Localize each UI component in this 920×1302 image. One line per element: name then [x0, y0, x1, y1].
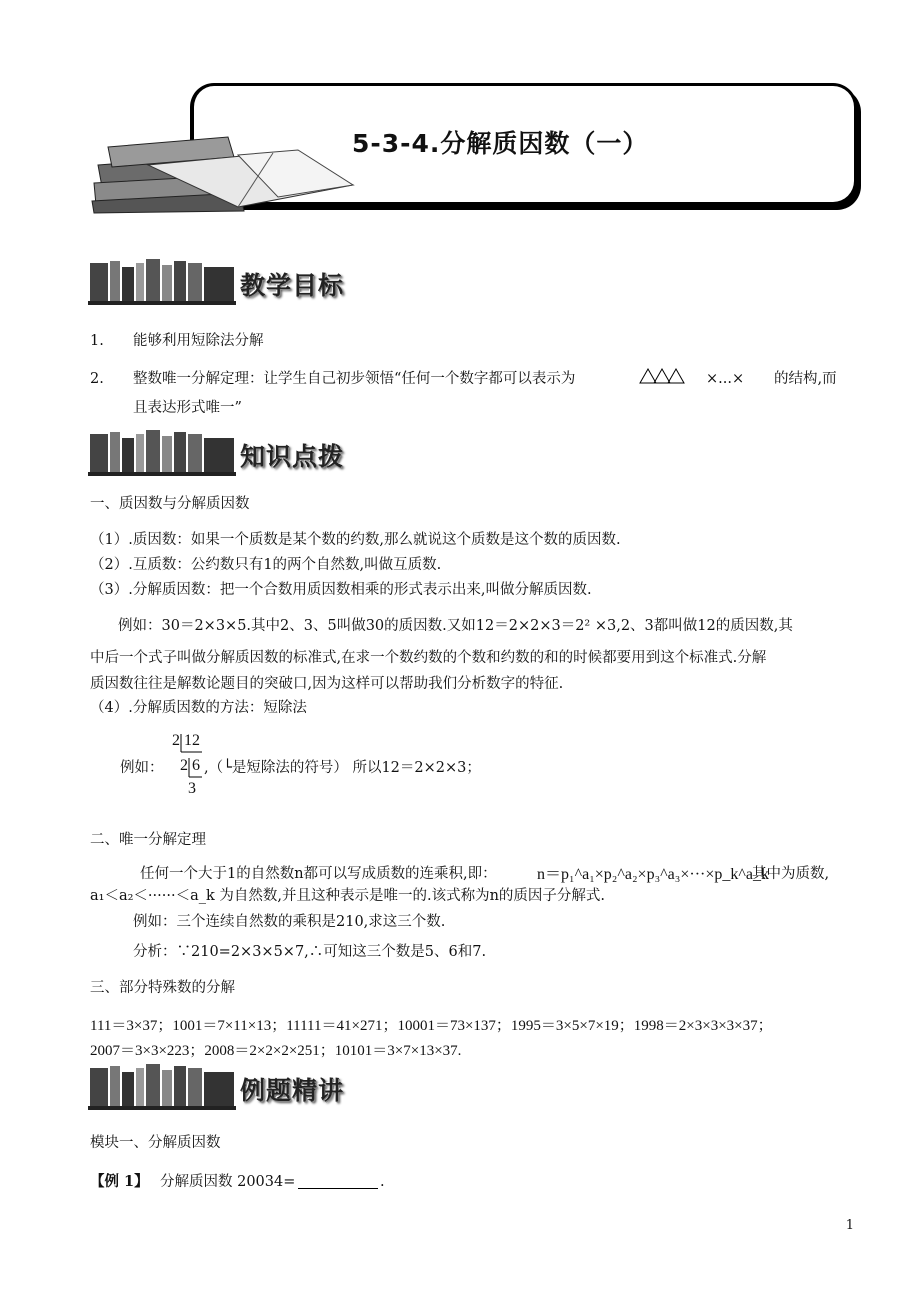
theorem-text: 其中为质数, — [752, 866, 830, 882]
special-factorizations: 2007＝3×3×223；2008＝2×2×2×251；10101＝3×7×13×37. — [90, 1043, 462, 1059]
section-heading-goals: 教学目标 — [240, 271, 345, 300]
goal-number: 2. — [90, 371, 104, 387]
special-factorizations: 111＝3×37；1001＝7×11×13；11111＝41×271；10001＝73×137；1995＝3×5×7×19；1998＝2×3×3×3×37； — [90, 1018, 773, 1034]
module-title: 模块一、分解质因数 — [90, 1135, 221, 1151]
triangle-symbols — [638, 366, 688, 386]
heading-text: 一、质因数与分解质因数 — [90, 496, 250, 512]
goal-text: 且表达形式唯一” — [133, 400, 242, 416]
bookshelf-icon — [88, 257, 238, 305]
short-division-dividend: 6 — [192, 757, 200, 774]
short-division-dividend: 12 — [184, 732, 200, 749]
page-number: 1 — [845, 1218, 854, 1233]
short-division-divisor: 2 — [172, 732, 180, 749]
theorem-text: 任何一个大于1的自然数n都可以写成质数的连乘积,即： — [140, 866, 497, 882]
theorem-formula: n＝p₁^a₁×p₂^a₂×p₃^a₃×···×p_k^a_k — [537, 866, 769, 883]
goal-text: ×...× — [706, 371, 745, 387]
definition-text: （1）.质因数：如果一个质数是某个数的约数,那么就说这个质数是这个数的质因数. — [90, 532, 621, 548]
heading-text: 二、唯一分解定理 — [90, 832, 206, 848]
definition-text: （2）.互质数：公约数只有1的两个自然数,叫做互质数. — [90, 557, 442, 573]
goal-text: 的结构,而 — [774, 371, 837, 387]
goal-text: 能够利用短除法分解 — [133, 333, 264, 349]
short-division-label: 例如： — [120, 760, 164, 776]
theorem-example: 例如：三个连续自然数的乘积是210,求这三个数. — [133, 914, 446, 930]
heading-text: 三、部分特殊数的分解 — [90, 980, 235, 996]
short-division-divisor: 2 — [180, 757, 188, 774]
example-text: 例如：30＝2×3×5.其中2、3、5叫做30的质因数.又如12＝2×2×3＝2² ×3,2、3都叫做12的质因数,其 — [118, 618, 793, 634]
section-heading-examples: 例题精讲 — [240, 1076, 345, 1105]
books-illustration — [88, 125, 368, 215]
short-division-quotient: 3 — [188, 780, 196, 797]
section-heading-knowledge: 知识点拨 — [240, 442, 345, 471]
bookshelf-icon — [88, 428, 238, 476]
theorem-analysis: 分析：∵210=2×3×5×7,∴可知这三个数是5、6和7. — [133, 944, 487, 960]
theorem-text: a₁＜a₂＜······＜a_k 为自然数,并且这种表示是唯一的.该式称为n的质因子分解式. — [90, 888, 606, 904]
definition-text: （3）.分解质因数：把一个合数用质因数相乘的形式表示出来,叫做分解质因数. — [90, 582, 592, 598]
answer-blank[interactable] — [298, 1174, 378, 1189]
example-question-end: . — [380, 1174, 385, 1190]
page-title: 5-3-4.分解质因数（一） — [352, 129, 649, 158]
short-division-note: ,（└是短除法的符号） 所以12＝2×2×3； — [204, 760, 481, 776]
example-question: 分解质因数 20034= — [160, 1174, 296, 1190]
example-tag: 【例 1】 — [90, 1173, 149, 1190]
goal-text: 整数唯一分解定理：让学生自己初步领悟“任何一个数字都可以表示为 — [133, 371, 576, 387]
example-text: 中后一个式子叫做分解质因数的标准式,在求一个数约数的个数和约数的和的时候都要用到这个标准式.分解 — [90, 650, 767, 666]
definition-text: （4）.分解质因数的方法：短除法 — [90, 700, 307, 716]
goal-number: 1. — [90, 333, 104, 349]
example-text: 质因数往往是解数论题目的突破口,因为这样可以帮助我们分析数字的特征. — [90, 676, 564, 692]
bookshelf-icon — [88, 1062, 238, 1110]
